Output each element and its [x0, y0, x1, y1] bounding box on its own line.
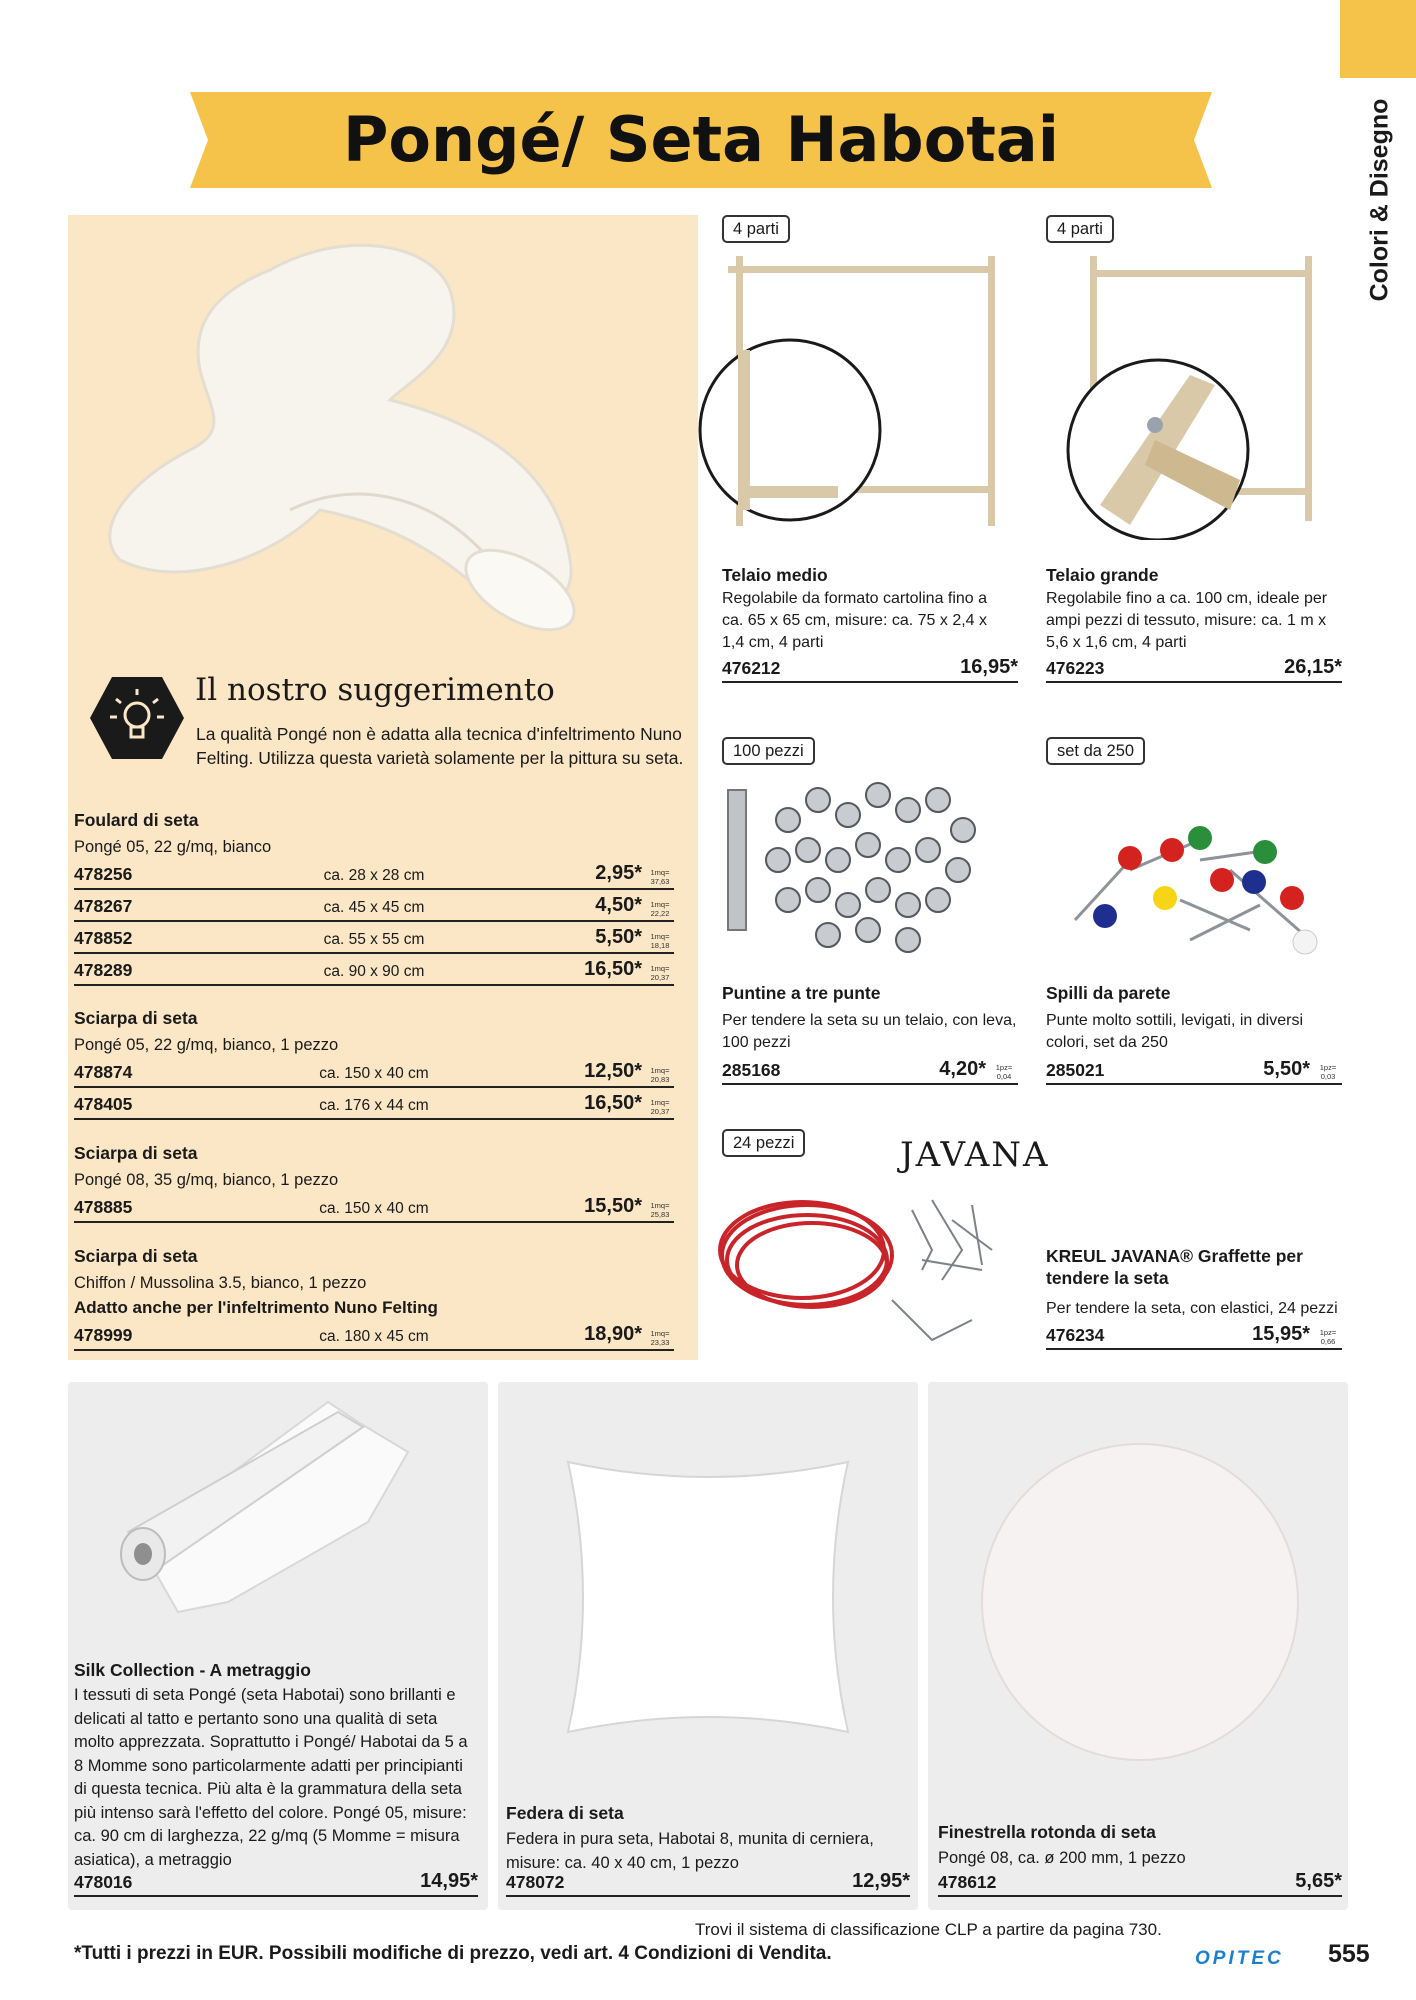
- price: 14,95*: [420, 1870, 478, 1892]
- group-title: Sciarpa di seta: [74, 1143, 198, 1163]
- title-banner: [190, 92, 1212, 188]
- group-desc: Chiffon / Mussolina 3.5, bianco, 1 pezzo: [74, 1274, 367, 1292]
- article-number: 478405: [74, 1094, 133, 1114]
- card-title: Federa di seta: [506, 1803, 624, 1823]
- price-row: [938, 1867, 1342, 1897]
- corner-tab: [1340, 0, 1416, 78]
- price-row: [1046, 1055, 1342, 1085]
- price: 12,95*: [852, 1870, 910, 1892]
- price-row: [1046, 653, 1342, 683]
- size: ca. 55 x 55 cm: [323, 931, 425, 948]
- article-number: 478612: [938, 1872, 997, 1892]
- price: 16,50*: [584, 958, 642, 980]
- article-number: 285168: [722, 1060, 781, 1080]
- unit-price: 1mq= 25,83: [650, 1201, 670, 1219]
- size: ca. 90 x 90 cm: [323, 963, 425, 980]
- price: 5,50*: [595, 926, 642, 948]
- section-label: Colori & Disegno: [1365, 98, 1394, 302]
- frame-medium-image: [698, 250, 1018, 540]
- unit-price: 1mq= 37,63: [650, 868, 670, 886]
- size: ca. 176 x 44 cm: [319, 1097, 429, 1114]
- price: 4,50*: [595, 894, 642, 916]
- price: 12,50*: [584, 1060, 642, 1082]
- article-number: 478267: [74, 896, 133, 916]
- tip-title: Il nostro suggerimento: [195, 672, 555, 708]
- price-row: [74, 1191, 674, 1223]
- product-desc: Regolabile fino a ca. 100 cm, ideale per ampi pezzi di tessuto, misure: ca. 1 m x 5,6 x 1,6 cm, 4 parti: [1046, 590, 1328, 651]
- article-number: 478885: [74, 1197, 133, 1217]
- price: 15,95*: [1252, 1323, 1310, 1345]
- silk-roll-image: [108, 1382, 448, 1632]
- group-desc: Pongé 08, 35 g/mq, bianco, 1 pezzo: [74, 1171, 339, 1189]
- quantity-badge: 100 pezzi: [722, 737, 815, 765]
- card-title: Silk Collection - A metraggio: [74, 1660, 311, 1680]
- price: 16,50*: [584, 1092, 642, 1114]
- frame-large-image: [1040, 250, 1340, 540]
- product-title: Puntine a tre punte: [722, 983, 881, 1003]
- price-footnote: *Tutti i prezzi in EUR. Possibili modifiche di prezzo, vedi art. 4 Condizioni di Vendita.: [74, 1943, 832, 1964]
- price: 16,95*: [960, 656, 1018, 678]
- unit-price: 1mq= 20,37: [650, 964, 670, 982]
- unit-price: 1pz= 0,66: [1319, 1328, 1337, 1346]
- wall-pins-image: [1050, 800, 1340, 970]
- product-title: Telaio grande: [1046, 565, 1159, 585]
- group-title: Sciarpa di seta: [74, 1246, 198, 1266]
- card-title: Finestrella rotonda di seta: [938, 1822, 1156, 1842]
- article-number: 476212: [722, 658, 781, 678]
- group-desc: Pongé 05, 22 g/mq, bianco: [74, 838, 272, 856]
- product-card-round-window: [928, 1382, 1348, 1910]
- product-title: Spilli da parete: [1046, 983, 1171, 1003]
- group-desc: Pongé 05, 22 g/mq, bianco, 1 pezzo: [74, 1036, 339, 1054]
- quantity-badge: set da 250: [1046, 737, 1145, 765]
- product-title: KREUL JAVANA® Graffette per tendere la seta: [1046, 1246, 1303, 1288]
- card-desc: Pongé 08, ca. ø 200 mm, 1 pezzo: [938, 1849, 1186, 1867]
- article-number: 478256: [74, 864, 133, 884]
- article-number: 476223: [1046, 658, 1105, 678]
- price-row: [722, 653, 1018, 683]
- quantity-badge: 4 parti: [1046, 215, 1114, 243]
- price: 5,65*: [1295, 1870, 1342, 1892]
- product-desc: Per tendere la seta, con elastici, 24 pezzi: [1046, 1300, 1338, 1317]
- price-row: [74, 1867, 478, 1897]
- page-title: Pongé/ Seta Habotai: [342, 103, 1060, 176]
- product-card-pillowcase: [498, 1382, 918, 1910]
- size: ca. 180 x 45 cm: [319, 1328, 429, 1345]
- product-desc: Per tendere la seta su un telaio, con leva, 100 pezzi: [722, 1012, 1017, 1051]
- price: 18,90*: [584, 1323, 642, 1345]
- unit-price: 1mq= 22,22: [650, 900, 670, 918]
- product-card-silk: [68, 1382, 488, 1910]
- unit-price: 1pz= 0,03: [1319, 1063, 1337, 1081]
- group-title: Sciarpa di seta: [74, 1008, 198, 1028]
- price-row: [74, 1056, 674, 1088]
- unit-price: 1pz= 0,04: [995, 1063, 1013, 1081]
- pillowcase-image: [558, 1452, 858, 1742]
- quantity-badge: 24 pezzi: [722, 1129, 805, 1157]
- article-number: 285021: [1046, 1060, 1105, 1080]
- unit-price: 1mq= 20,83: [650, 1066, 670, 1084]
- clp-note: Trovi il sistema di classificazione CLP a partire da pagina 730.: [695, 1920, 1162, 1939]
- group-note: Adatto anche per l'infeltrimento Nuno Felting: [74, 1298, 438, 1317]
- product-desc: Regolabile da formato cartolina fino a ca. 65 x 65 cm, misure: ca. 75 x 2,4 x 1,4 cm, 4 parti: [722, 590, 988, 651]
- price-row: [74, 1088, 674, 1120]
- card-desc: Federa in pura seta, Habotai 8, munita di cerniera, misure: ca. 40 x 40 cm, 1 pezzo: [506, 1830, 874, 1872]
- brand-logo: OPITEC: [1195, 1948, 1284, 1969]
- pins-image: [718, 760, 1018, 970]
- tension-clips-image: [712, 1190, 1042, 1350]
- price-row: [74, 954, 674, 986]
- size: ca. 150 x 40 cm: [319, 1200, 429, 1217]
- article-number: 478016: [74, 1872, 133, 1892]
- group-title: Foulard di seta: [74, 810, 199, 830]
- price: 5,50*: [1263, 1058, 1310, 1080]
- price-row: [74, 922, 674, 954]
- round-silk-image: [980, 1442, 1300, 1762]
- lightbulb-icon: [88, 675, 186, 761]
- price-row: [506, 1867, 910, 1897]
- article-number: 478072: [506, 1872, 565, 1892]
- tip-text: La qualità Pongé non è adatta alla tecnica d'infeltrimento Nuno Felting. Utilizza questa varietà solamente per la pittura su seta.: [196, 724, 684, 768]
- price-row: [74, 890, 674, 922]
- unit-price: 1mq= 20,37: [650, 1098, 670, 1116]
- article-number: 476234: [1046, 1325, 1105, 1345]
- silk-scarf-image: [90, 230, 680, 680]
- article-number: 478874: [74, 1062, 133, 1082]
- size: ca. 28 x 28 cm: [323, 867, 425, 884]
- price: 4,20*: [939, 1058, 986, 1080]
- price: 26,15*: [1284, 656, 1342, 678]
- quantity-badge: 4 parti: [722, 215, 790, 243]
- article-number: 478999: [74, 1325, 133, 1345]
- unit-price: 1mq= 23,33: [650, 1329, 670, 1347]
- size: ca. 45 x 45 cm: [323, 899, 425, 916]
- card-desc: I tessuti di seta Pongé (seta Habotai) sono brillanti e delicati al tatto e pertanto sono una qualità di seta molto apprezzata. Soprattutto i Pongé/ Habotai da 5 a 8 Momme sono particolarmente adatti per principianti di questa tecnica. Più alta è la grammatura della seta più intenso sarà l'effetto del colore. Pongé 05, misure: ca. 90 cm di larghezza, 22 g/mq (5 Momme = misura asiatica), a metraggio: [74, 1686, 468, 1869]
- size: ca. 150 x 40 cm: [319, 1065, 429, 1082]
- brand-logo: JAVANA: [900, 1135, 1050, 1175]
- product-title: Telaio medio: [722, 565, 828, 585]
- price: 15,50*: [584, 1195, 642, 1217]
- product-desc: Punte molto sottili, levigati, in diversi colori, set da 250: [1046, 1012, 1303, 1051]
- price-row: [74, 1319, 674, 1351]
- price: 2,95*: [595, 862, 642, 884]
- price-row: [722, 1055, 1018, 1085]
- page-number: 555: [1328, 1940, 1370, 1968]
- article-number: 478852: [74, 928, 133, 948]
- price-row: [1046, 1320, 1342, 1350]
- unit-price: 1mq= 18,18: [650, 932, 670, 950]
- article-number: 478289: [74, 960, 133, 980]
- price-row: [74, 858, 674, 890]
